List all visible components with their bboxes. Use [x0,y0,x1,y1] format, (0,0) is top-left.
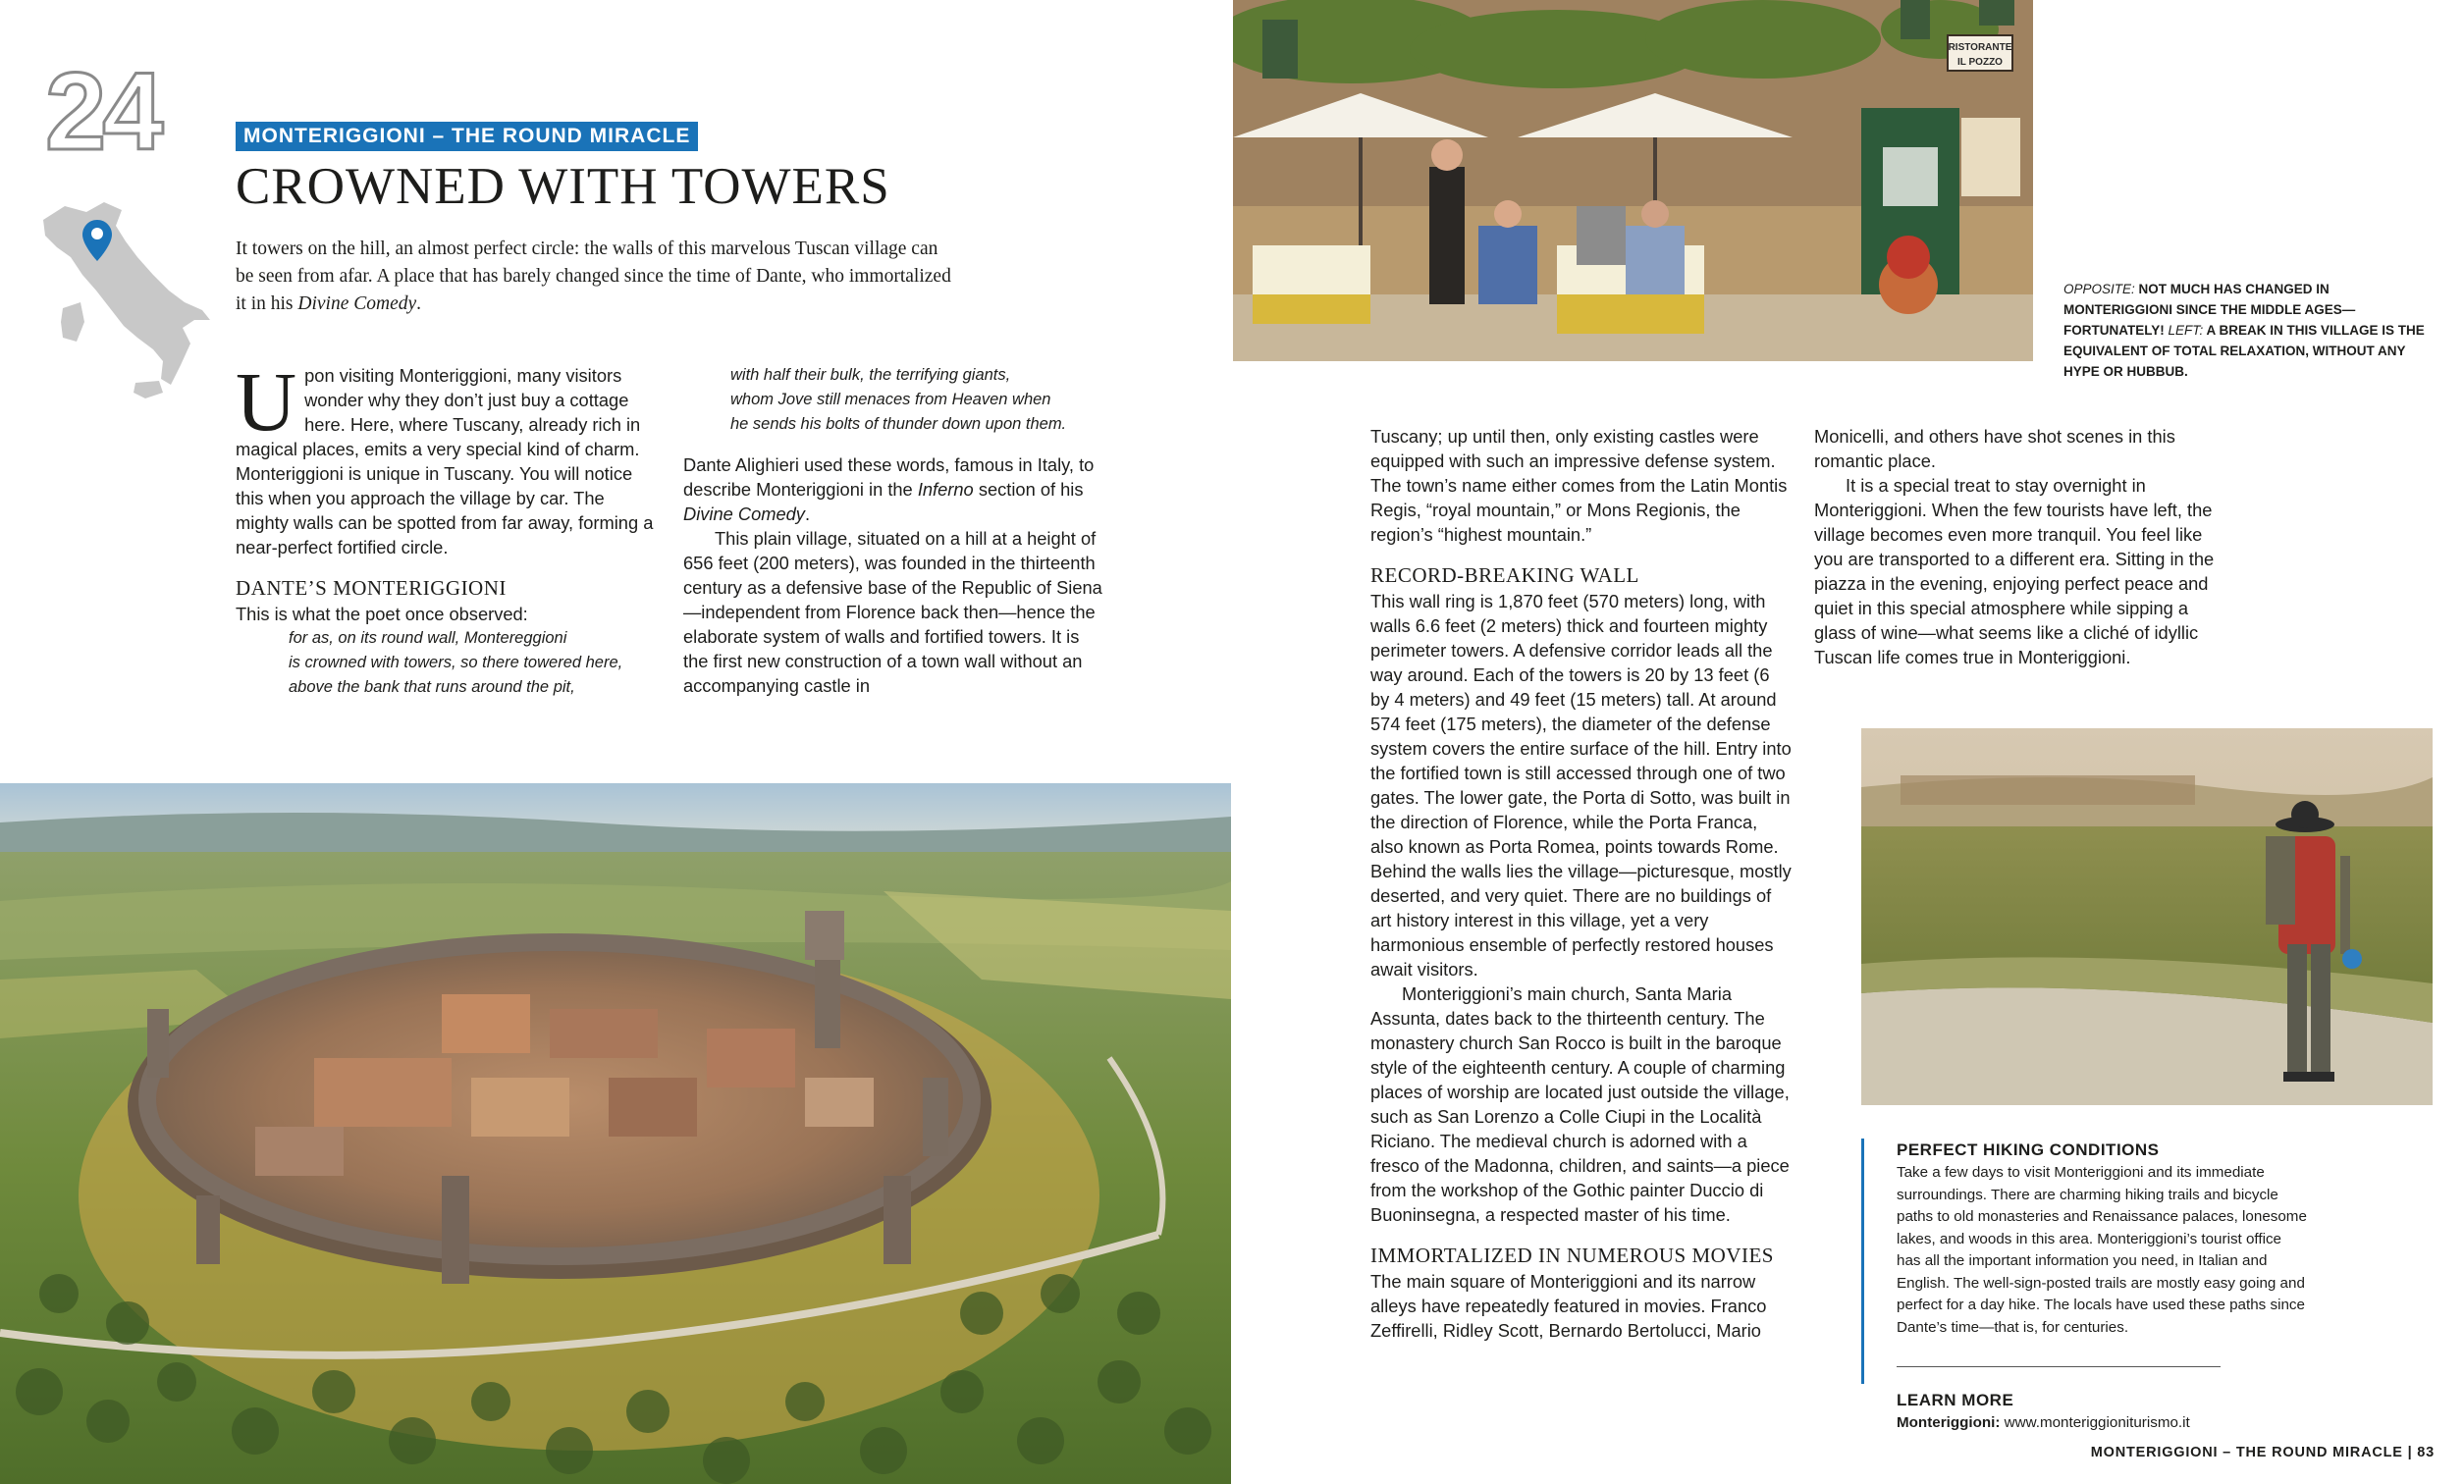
body-paragraph: Dante Alighieri used these words, famous in Italy, to describe Monteriggioni in the Inferno section of his Divine Comedy. [683,454,1095,524]
text-column-1 [236,354,660,700]
info-box-title: PERFECT HIKING CONDITIONS [1897,1140,2160,1159]
body-paragraph: This plain village, situated on a hill at a height of 656 feet (200 meters), was founded in the thirteenth century as a defensive base of the Republic of Siena—independent from Florence back then—hence the elaborate system of walls and fortified towers. It is the first new construction of a town wall without an accompanying castle in [683,528,1102,696]
hiker-photo [1861,728,2433,1105]
intro-paragraph: It towers on the hill, an almost perfect circle: the walls of this marvelous Tuscan village can be seen from afar. A place that has barely changed since the time of Dante, who immortalized it in his Divine Comedy. [236,238,951,314]
learn-more-link[interactable]: Monteriggioni: www.monteriggioniturismo.it [1897,1414,2190,1431]
restaurant-sign-line1: RISTORANTE [1948,42,2012,53]
page-title: CROWNED WITH TOWERS [236,158,890,215]
subhead-dantes-monteriggioni: DANTE’S MONTERIGGIONI [236,576,507,600]
italy-map [35,192,214,398]
subhead-immortalized-in-movies: IMMORTALIZED IN NUMEROUS MOVIES [1370,1244,1774,1267]
body-paragraph: Monicelli, and others have shot scenes in this romantic place. [1814,426,2175,471]
subhead-record-breaking-wall: RECORD-BREAKING WALL [1370,563,1639,587]
text-column-4 [1814,424,2234,669]
body-paragraph: The main square of Monteriggioni and its narrow alleys have repeatedly featured in movies. Franco Zeffirelli, Ridley Scott, Bernardo Bertolucci, Mario [1370,1271,1767,1341]
info-box-divider [1897,1366,2221,1367]
page-footer: MONTERIGGIONI – THE ROUND MIRACLE | 83 [2090,1445,2435,1460]
text-column-2 [683,363,1103,698]
info-box-text: Take a few days to visit Monteriggioni and its immediate surroundings. There are charming hiking trails and bicycle paths to old monasteries and Renaissance palaces, lonesome lakes, and woods in this area. Monteriggioni’s tourist office has all the important information you need, in Italian and English. The well-sign-posted trails are mostly easy going and perfect for a day hike. The locals have used these paths since Dante’s time—that is, for centuries. [1897,1164,2307,1336]
body-paragraph: Tuscany; up until then, only existing castles were equipped with such an impressive defense system. The town’s name either comes from the Latin Montis Regis, “royal mountain,” or Mons Regionis, the region’s “highest mountain.” [1370,426,1788,545]
location-pin-icon [82,220,112,261]
body-paragraph: It is a special treat to stay overnight in Monteriggioni. When the few tourists have left, the village becomes even more tranquil. You feel like you are transported to a different era. Sitting in the piazza in the evening, enjoying perfect peace and quiet in this special atmosphere while sipping a glass of wine—what seems like a cliché of idyllic Tuscan life comes true in Monteriggioni. [1814,475,2215,667]
section-kicker: MONTERIGGIONI – THE ROUND MIRACLE [236,122,698,151]
body-paragraph: Monteriggioni’s main church, Santa Maria Assunta, dates back to the thirteenth century. The monastery church San Rocco is built in the baroque style of the eighteenth century. A couple of charming places of worship are located just outside the village, such as San Lorenzo a Colle Ciupi in the Località Riciano. The medieval church is adorned with a fresco of the Madonna, children, and saints—a piece from the workshop of the Gothic painter Duccio di Buoninsegna, a respected master of his time. [1370,983,1790,1225]
aerial-photo-monteriggioni [0,783,1231,1484]
drop-cap: U [236,354,297,449]
body-paragraph: Upon visiting Monteriggioni, many visitors wonder why they don’t just buy a cottage here. Here, where Tuscany, already rich in magical places, emits a very special kind of charm. Monteriggioni is unique in Tuscany. You will notice this when you approach the village by car. The mighty walls can be spotted from far away, forming a near-perfect fortified circle. [236,354,654,557]
info-box-accent-bar [1861,1139,1864,1384]
body-paragraph: This wall ring is 1,870 feet (570 meters) long, with walls 6.6 feet (2 meters) thick and fourteen mighty perimeter towers. A defensive corridor leads all the way around. Each of the towers is 20 by 13 feet (6 by 4 meters) and 49 feet (15 meters) tall. At around 574 feet (175 meters), the diameter of the defense system covers the entire surface of the hill. Entry into the fortified town is still accessed through one of two gates. The lower gate, the Porta di Sotto, was built in the direction of Florence, while the Porta Franca, also known as Porta Romea, points towards Rome. Behind the walls lies the village—picturesque, mostly deserted, and very quiet. There are no buildings of art history interest in this village, yet a very harmonious ensemble of perfectly restored houses await visitors. [1370,591,1792,980]
verse-quote: with half their bulk, the terrifying giants, whom Jove still menaces from Heaven when he sends his bolts of thunder down upon them. [730,366,1067,433]
verse-quote: for as, on its round wall, Montereggioni is crowned with towers, so there towered here, above the bank that runs around the pit, [289,629,623,696]
body-paragraph: This is what the poet once observed: [236,604,528,624]
info-box-hiking [1897,1139,2309,1435]
text-column-3 [1370,424,1793,1343]
restaurant-sign-line2: IL POZZO [1957,57,2003,68]
restaurant-photo [1233,0,2033,361]
chapter-number: 24 [45,50,160,173]
learn-more-heading: LEARN MORE [1897,1391,2014,1409]
photo-caption: OPPOSITE: NOT MUCH HAS CHANGED IN MONTERIGGIONI SINCE THE MIDDLE AGES—FORTUNATELY! LEFT: A BREAK IN THIS VILLAGE IS THE EQUIVALENT OF TOTAL RELAXATION, WITHOUT ANY HYPE OR HUBBUB. [2063,282,2425,379]
